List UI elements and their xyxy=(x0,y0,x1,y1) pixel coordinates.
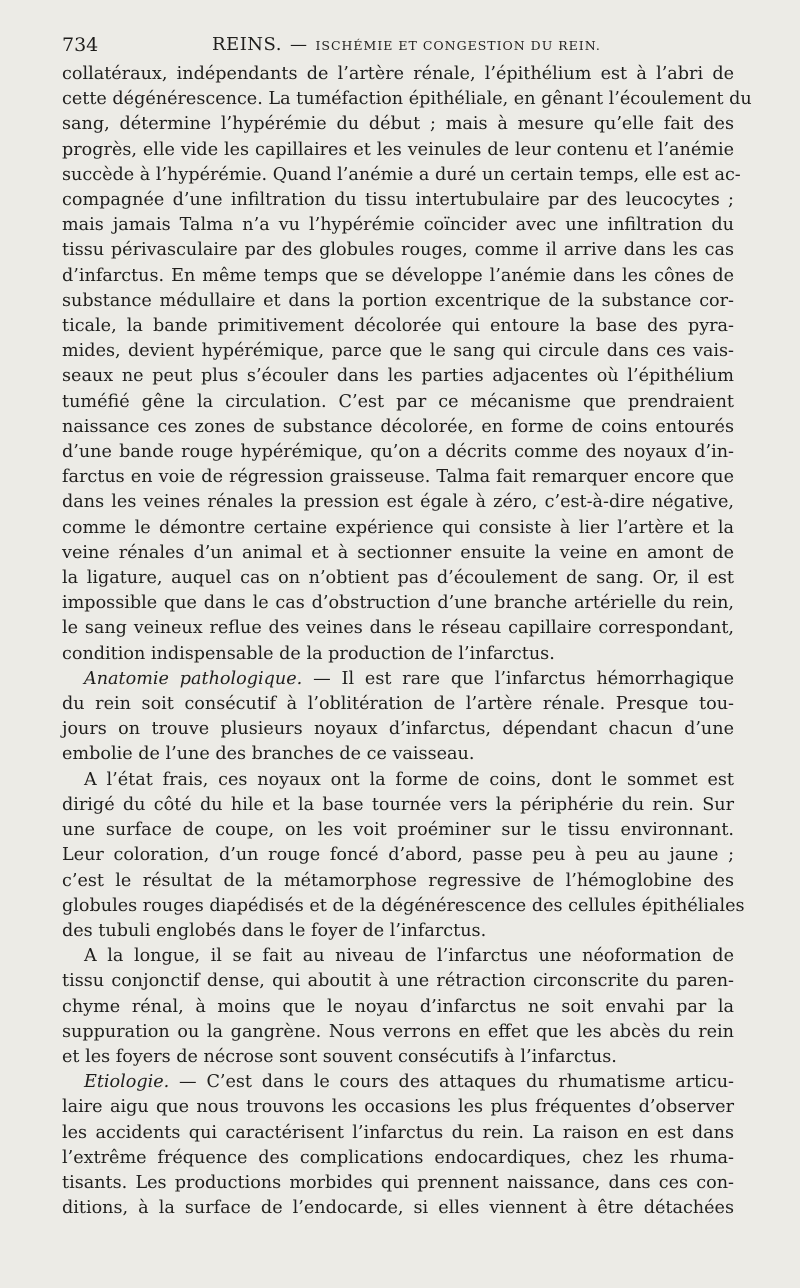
text-line: d’une bande rouge hypérémique, qu’on a décrits comme des noyaux d’in- xyxy=(62,442,734,463)
text-line: A l’état frais, ces noyaux ont la forme de coins, dont le sommet est xyxy=(84,769,734,790)
paragraph-longue xyxy=(62,944,734,1070)
text-line: les accidents qui caractérisent l’infarctus du rein. La raison en est dans xyxy=(62,1122,734,1143)
running-head xyxy=(62,28,734,62)
paragraph-anatomie-pathologique xyxy=(62,667,734,768)
text-line: substance médullaire et dans la portion excentrique de la substance cor- xyxy=(62,290,734,311)
text-line: jours on trouve plusieurs noyaux d’infarctus, dépendant chacun d’une xyxy=(62,719,734,740)
text-line: seaux ne peut plus s’écouler dans les parties adjacentes où l’épithélium xyxy=(62,366,734,387)
text-line: tissu conjonctif dense, qui aboutit à une rétraction circonscrite du paren- xyxy=(62,971,734,992)
text-line: tissu périvasculaire par des globules rouges, comme il arrive dans les cas xyxy=(62,240,734,261)
text-line: suppuration ou la gangrène. Nous verrons en effet que les abcès du rein xyxy=(62,1021,734,1042)
text-line: tisants. Les productions morbides qui prennent naissance, dans ces con- xyxy=(62,1172,734,1193)
text-line: impossible que dans le cas d’obstruction d’une branche artérielle du rein, xyxy=(62,593,734,614)
body-text xyxy=(62,62,752,1221)
header-separator: — xyxy=(289,35,308,55)
text-line: c’est le résultat de la métamorphose regressive de l’hémoglobine des xyxy=(62,870,734,891)
text-line: des tubuli englobés dans le foyer de l’infarctus. xyxy=(62,920,487,941)
text-line: mais jamais Talma n’a vu l’hypérémie coïncider avec une infiltration du xyxy=(62,215,734,236)
text-line: dans les veines rénales la pression est égale à zéro, c’est-à-dire négative, xyxy=(62,492,734,513)
text-line: mides, devient hypérémique, parce que le sang qui circule dans ces vais- xyxy=(62,341,734,362)
text-fragment: — C’est dans le cours des attaques du rhumatisme articu- xyxy=(169,1072,734,1093)
text-line xyxy=(62,1070,734,1095)
text-line: comme le démontre certaine expérience qui consiste à lier l’artère et la xyxy=(62,517,734,538)
text-line: une surface de coupe, on les voit proéminer sur le tissu environnant. xyxy=(62,820,734,841)
text-line: naissance ces zones de substance décolorée, en forme de coins entourés xyxy=(62,416,734,437)
paragraph-continuation xyxy=(62,62,752,667)
text-line: dirigé du côté du hile et la base tournée vers la périphérie du rein. Sur xyxy=(62,794,734,815)
text-line: ticale, la bande primitivement décolorée qui entoure la base des pyra- xyxy=(62,316,734,337)
text-line: d’infarctus. En même temps que se développe l’anémie dans les cônes de xyxy=(62,265,734,286)
text-line xyxy=(62,667,734,692)
text-line: succède à l’hypérémie. Quand l’anémie a duré un certain temps, elle est ac- xyxy=(62,164,741,185)
paragraph-etat-frais xyxy=(62,768,745,944)
text-line: collatéraux, indépendants de l’artère rénale, l’épithélium est à l’abri de xyxy=(62,64,734,84)
running-head-title xyxy=(212,28,601,63)
text-line: laire aigu que nous trouvons les occasions les plus fréquentes d’observer xyxy=(62,1097,734,1118)
text-line: tuméfié gêne la circulation. C’est par ce mécanisme que prendraient xyxy=(62,391,734,412)
section-heading-anatomie: Anatomie pathologique. xyxy=(84,668,303,689)
section-title: ISCHÉMIE ET CONGESTION DU REIN. xyxy=(315,38,601,53)
text-line: Leur coloration, d’un rouge foncé d’abord, passe peu à peu au jaune ; xyxy=(62,845,734,866)
text-line: la ligature, auquel cas on n’obtient pas d’écoulement de sang. Or, il est xyxy=(62,568,734,589)
text-line: ditions, à la surface de l’endocarde, si elles viennent à être détachées xyxy=(62,1198,734,1219)
paragraph-etiologie xyxy=(62,1070,734,1221)
page-number: 734 xyxy=(62,34,99,56)
text-line: progrès, elle vide les capillaires et les veinules de leur contenu et l’anémie xyxy=(62,139,734,160)
text-line: globules rouges diapédisés et de la dégénérescence des cellules épithéliales xyxy=(62,895,745,916)
text-line: du rein soit consécutif à l’oblitération de l’artère rénale. Presque tou- xyxy=(62,694,734,715)
chapter-title: REINS. xyxy=(212,34,282,55)
text-line: l’extrême fréquence des complications endocardiques, chez les rhuma- xyxy=(62,1147,734,1168)
text-line: A la longue, il se fait au niveau de l’infarctus une néoformation de xyxy=(84,946,734,967)
text-line: chyme rénal, à moins que le noyau d’infarctus ne soit envahi par la xyxy=(62,996,734,1017)
text-line: farctus en voie de régression graisseuse. Talma fait remarquer encore que xyxy=(62,467,734,488)
text-line: compagnée d’une infiltration du tissu intertubulaire par des leucocytes ; xyxy=(62,190,734,211)
section-heading-etiologie: Etiologie. xyxy=(84,1072,170,1093)
text-line: veine rénales d’un animal et à sectionner ensuite la veine en amont de xyxy=(62,542,734,563)
text-line: et les foyers de nécrose sont souvent consécutifs à l’infarctus. xyxy=(62,1046,617,1067)
text-fragment: — Il est rare que l’infarctus hémorrhagique xyxy=(302,668,734,689)
text-line: sang, détermine l’hypérémie du début ; mais à mesure qu’elle fait des xyxy=(62,114,734,135)
text-line: condition indispensable de la production de l’infarctus. xyxy=(62,643,555,664)
text-line: cette dégénérescence. La tuméfaction épithéliale, en gênant l’écoulement du xyxy=(62,89,752,110)
text-line: embolie de l’une des branches de ce vaisseau. xyxy=(62,744,475,765)
text-line: le sang veineux reflue des veines dans le réseau capillaire correspondant, xyxy=(62,618,734,639)
